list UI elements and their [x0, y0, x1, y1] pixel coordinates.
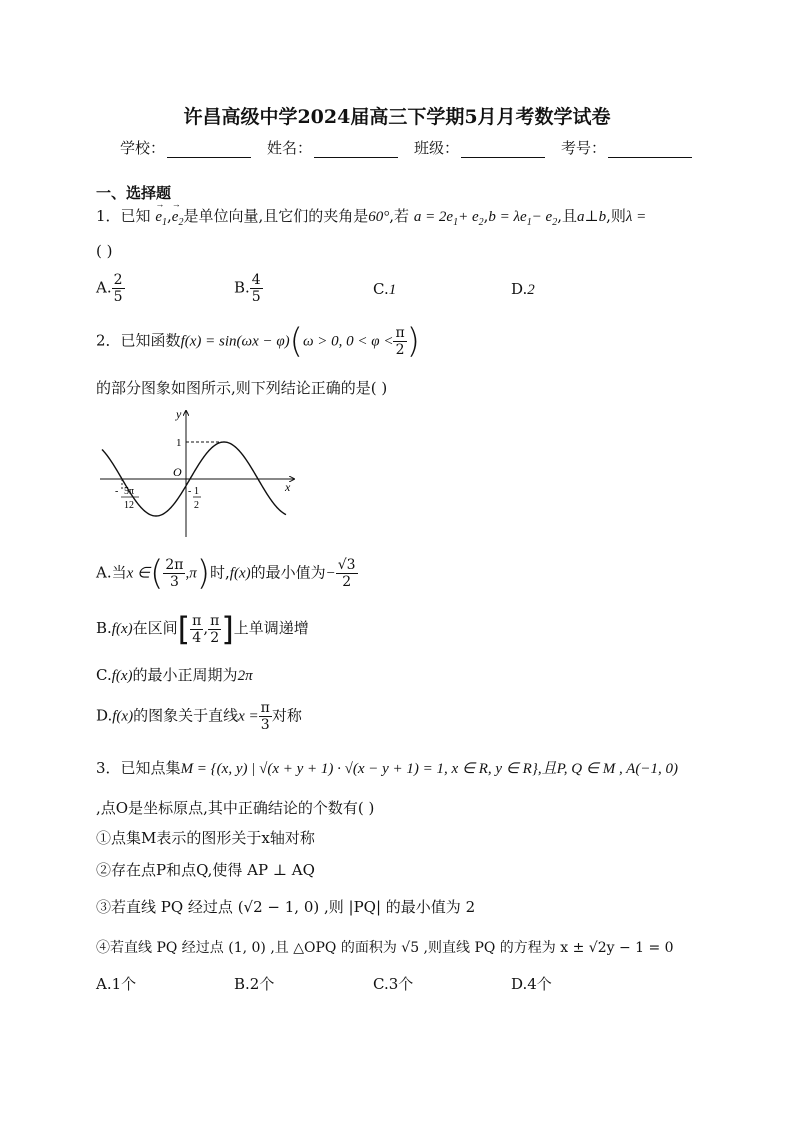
svg-text:-: - — [115, 486, 119, 497]
class-blank[interactable] — [461, 143, 545, 158]
neg-half-num: 1 — [194, 486, 199, 497]
function-graph — [96, 405, 306, 540]
q3-option-a[interactable]: A.1个 — [96, 975, 137, 993]
question-2-prompt: 的部分图象如图所示,则下列结论正确的是( ) — [96, 379, 388, 397]
q2-option-d[interactable]: D.f(x)的图象关于直线x = $\frac{\pi}{3}$ 对称 — [96, 700, 302, 733]
q3-statement-4: ④若直线 PQ 经过点 (1, 0) ,且 △OPQ 的面积为 √5 ,则直线 PQ 的方程为 x ± √2y − 1 = 0 — [96, 940, 674, 956]
question-2-stem: 2．已知函数f(x) = sin(ωx − φ)(ω > 0, 0 < φ < $\frac{\pi}{2}$ ) — [96, 321, 420, 362]
q2-option-b[interactable]: B.f(x)在区间[ $\frac{\pi}{4}$ , $\frac{\pi}{2}$ ]上单调递增 — [96, 610, 309, 648]
section-heading: 一、选择题 — [96, 184, 172, 202]
q3-option-d[interactable]: D.4个 — [511, 975, 552, 993]
origin-label: O — [173, 465, 182, 479]
school-blank[interactable] — [167, 143, 251, 158]
max-value-label: 1 — [176, 437, 182, 449]
q1-option-c[interactable]: C.1 — [373, 280, 397, 298]
q1-option-b[interactable]: B. $\frac{4}{5}$ — [234, 272, 261, 305]
question-1-blank: ( ) — [96, 242, 113, 260]
exam-number-blank[interactable] — [608, 143, 692, 158]
q1-option-a[interactable]: A. $\frac{2}{5}$ — [96, 272, 123, 305]
student-info-row — [120, 137, 700, 158]
exam-title: 许昌高级中学2024届高三下学期5月月考数学试卷 — [183, 106, 611, 128]
field-name: 姓名： — [267, 137, 406, 158]
q3-option-b[interactable]: B.2个 — [234, 975, 275, 993]
q3-option-c[interactable]: C.3个 — [373, 975, 414, 993]
question-3-stem: 3．已知点集M = {(x, y) | √(x + y + 1) · √(x − y + 1) = 1, x ∈ R, y ∈ R},且P, Q ∈ M , A(−1, 0) — [96, 759, 678, 777]
field-school: 学校： — [120, 137, 259, 158]
name-blank[interactable] — [314, 143, 398, 158]
q1-option-d[interactable]: D.2 — [511, 280, 535, 298]
q2-option-a[interactable]: A.当x ∈( $\frac{2\pi}{3}$ ,π)时,f(x)的最小值为− $\frac{√3}{2}$ — [96, 553, 356, 594]
x-label: x — [285, 480, 291, 494]
q3-statement-3: ③若直线 PQ 经过点 (√2 − 1, 0) ,则 |PQ| 的最小值为 2 — [96, 898, 476, 916]
y-label: y — [176, 407, 182, 421]
question-3-prompt: ,点O是坐标原点,其中正确结论的个数有( ) — [96, 799, 375, 817]
svg-text:-: - — [188, 486, 192, 497]
field-exam-number: 考号： — [561, 137, 700, 158]
neg-half-den: 2 — [194, 500, 199, 511]
q2-option-c[interactable]: C.f(x)的最小正周期为2π — [96, 666, 253, 684]
five-pi-den: 12 — [124, 500, 134, 511]
five-pi-num: 5π — [124, 486, 135, 497]
q3-statement-1: ①点集M表示的图形关于x轴对称 — [96, 829, 315, 847]
field-class: 班级： — [414, 137, 553, 158]
q3-statement-2: ②存在点P和点Q,使得 AP ⊥ AQ — [96, 861, 315, 879]
question-1-stem: 1．已知 → $e_1,\to e_2$是单位向量,且它们的夹角是60°,若 $a = 2e_1+ e_2,b = \lambda e_1- e_2$,且a⊥b,则λ = — [96, 205, 646, 228]
